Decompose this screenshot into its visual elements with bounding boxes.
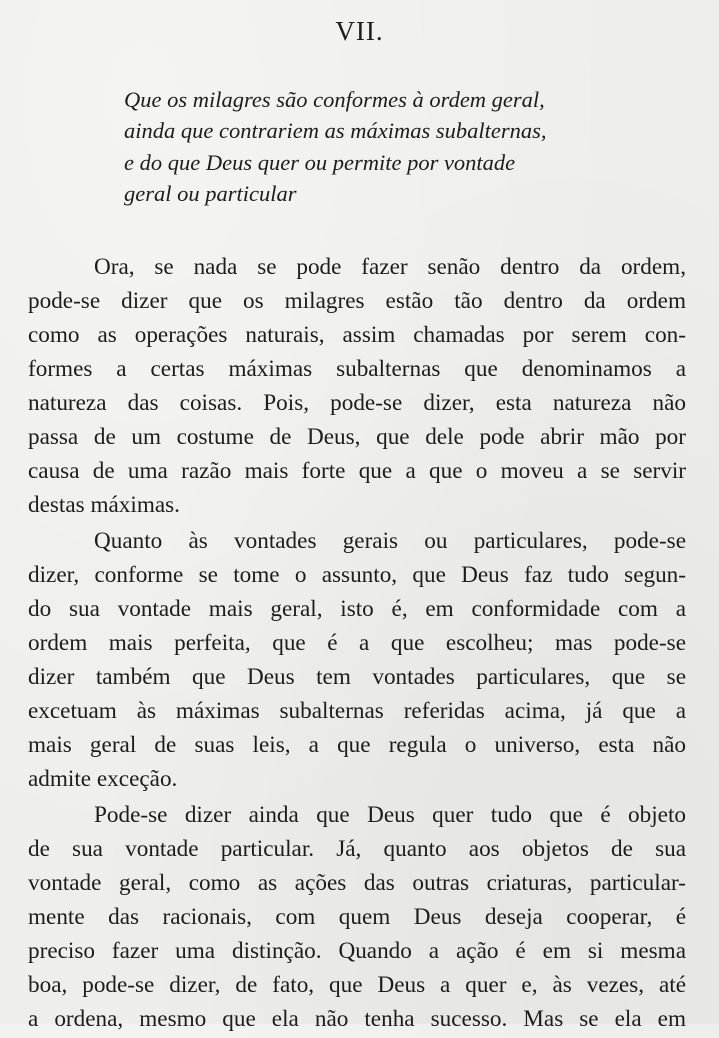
text-line: natureza das coisas. Pois, pode-se dizer, esta natureza não [28,390,686,416]
text-line: formes a certas máximas subalternas que denominamos a [28,356,686,382]
text-line: mais geral de suas leis, a que regula o universo, esta não [28,732,686,758]
text-line: boa, pode-se dizer, de fato, que Deus a quer e, às vezes, até [28,972,686,998]
body-text [28,250,686,1038]
text-line: Ora, se nada se pode fazer senão dentro da ordem, [94,254,686,280]
chapter-title-line: geral ou particular [124,180,297,206]
text-line: Quanto às vontades gerais ou particulares, pode-se [94,528,686,554]
chapter-title-line: Que os milagres são conformes à ordem geral, [124,87,545,112]
text-line: ordem mais perfeita, que é a que escolheu; mas pode-se [28,630,686,656]
chapter-title [124,84,546,209]
text-line: dizer, conforme se tome o assunto, que Deus faz tudo segun- [28,562,686,588]
text-line: pode-se dizer que os milagres estão tão dentro da ordem [28,288,686,314]
text-line: preciso fazer uma distinção. Quando a ação é em si mesma [28,938,686,964]
text-line: a ordena, mesmo que ela não tenha sucesso. Mas se ela em [28,1006,686,1032]
text-line: passa de um costume de Deus, que dele pode abrir mão por [28,424,686,450]
paragraph-3 [28,798,686,1036]
chapter-number: VII. [335,16,384,46]
text-line: dizer também que Deus tem vontades particulares, que se [28,664,686,690]
text-line: mente das racionais, com quem Deus deseja cooperar, é [28,904,686,930]
text-line: destas máximas. [28,492,180,518]
text-line: do sua vontade mais geral, isto é, em conformidade com a [28,596,686,622]
paragraph-2 [28,524,686,796]
chapter-title-line: ainda que contrariem as máximas subalternas, [124,118,547,144]
text-line: como as operações naturais, assim chamadas por serem con- [28,322,686,348]
text-line: de sua vontade particular. Já, quanto aos objetos de sua [28,836,686,862]
paragraph-1 [28,250,686,522]
text-line: admite exceção. [28,766,178,792]
text-line: Pode-se dizer ainda que Deus quer tudo que é objeto [94,802,686,828]
chapter-title-line: e do que Deus quer ou permite por vontade [124,149,516,175]
text-line: excetuam às máximas subalternas referidas acima, já que a [28,698,686,724]
text-line: causa de uma razão mais forte que a que o moveu a se servir [28,458,686,484]
text-line: vontade geral, como as ações das outras criaturas, particular- [28,870,686,896]
